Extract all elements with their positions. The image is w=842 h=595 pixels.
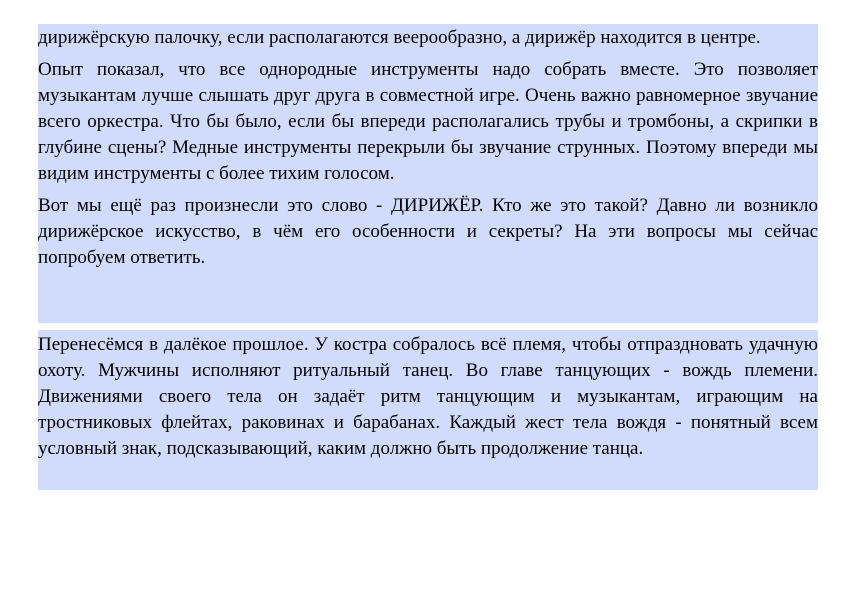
text-block-top xyxy=(38,24,818,323)
paragraph-instrument-grouping: Опыт показал, что все однородные инструменты надо собрать вместе. Это позволяет музыкантам лучше слышать друг друга в совместной игре. Очень важно равномерное звучание всего оркестра. Что бы было, если бы впереди располагались трубы и тромбоны, а скрипки в глубине сцены? Медные инструменты перекрыли бы звучание струнных. Поэтому впереди мы видим инструменты с более тихим голосом. xyxy=(38,59,818,184)
text-block-bottom xyxy=(38,330,818,490)
paragraph-tribal-dance: Перенесёмся в далёкое прошлое. У костра собралось всё племя, чтобы отпраздновать удачную охоту. Мужчины исполняют ритуальный танец. Во главе танцующих - вождь племени. Движениями своего тела он задаёт ритм танцующим и музыкантам, играющим на тростниковых флейтах, раковинах и барабанах. Каждый жест тела вождя - понятный всем условный знак, подсказывающий, каким должно быть продолжение танца. xyxy=(38,334,818,459)
paragraph-conductor-position: дирижёрскую палочку, если располагаются веерообразно, а дирижёр находится в центре. xyxy=(38,27,761,48)
paragraph-conductor-question: Вот мы ещё раз произнесли это слово - ДИРИЖЁР. Кто же это такой? Давно ли возникло дирижёрское искусство, в чём его особенности и секреты? На эти вопросы мы сейчас попробуем ответить. xyxy=(38,195,818,268)
